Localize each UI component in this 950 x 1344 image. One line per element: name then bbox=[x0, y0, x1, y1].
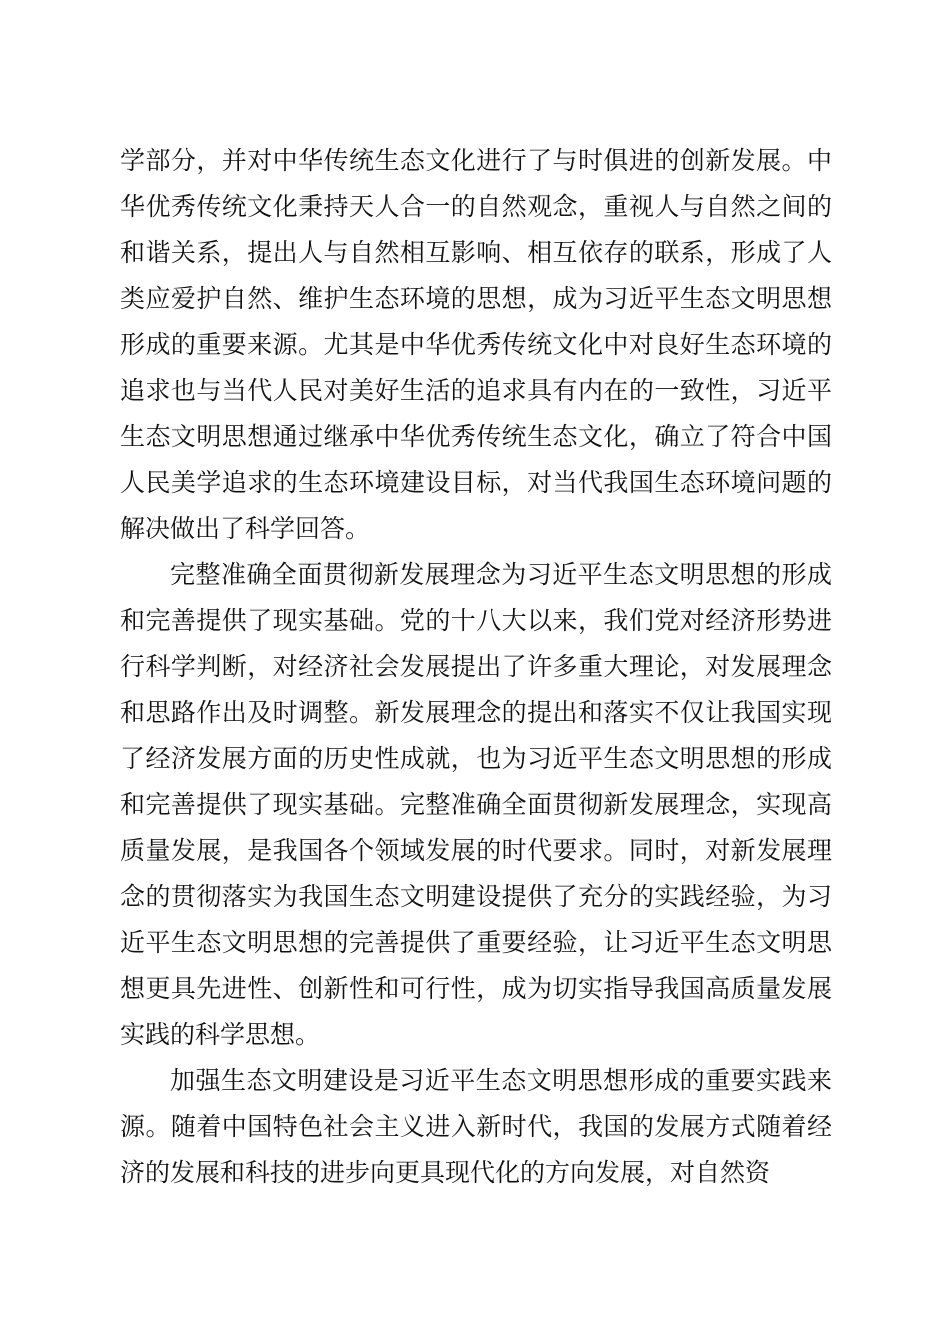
document-body bbox=[120, 138, 832, 1196]
paragraph-continuation: 学部分，并对中华传统生态文化进行了与时俱进的创新发展。中华优秀传统文化秉持天人合一的自然观念，重视人与自然之间的和谐关系，提出人与自然相互影响、相互依存的联系，形成了人类应爱护自然、维护生态环境的思想，成为习近平生态文明思想形成的重要来源。尤其是中华优秀传统文化中对良好生态环境的追求也与当代人民对美好生活的追求具有内在的一致性，习近平生态文明思想通过继承中华优秀传统生态文化，确立了符合中国人民美学追求的生态环境建设目标，对当代我国生态环境问题的解决做出了科学回答。 bbox=[120, 146, 832, 543]
paragraph-ecological-civilization-practice: 加强生态文明建设是习近平生态文明思想形成的重要实践来源。随着中国特色社会主义进入新时代，我国的发展方式随着经济的发展和科技的进步向更具现代化的方向发展，对自然资 bbox=[120, 1066, 832, 1187]
paragraph-new-development-concept: 完整准确全面贯彻新发展理念为习近平生态文明思想的形成和完善提供了现实基础。党的十八大以来，我们党对经济形势进行科学判断，对经济社会发展提出了许多重大理论，对发展理念和思路作出及时调整。新发展理念的提出和落实不仅让我国实现了经济发展方面的历史性成就，也为习近平生态文明思想的形成和完善提供了现实基础。完整准确全面贯彻新发展理念，实现高质量发展，是我国各个领域发展的时代要求。同时，对新发展理念的贯彻落实为我国生态文明建设提供了充分的实践经验，为习近平生态文明思想的完善提供了重要经验，让习近平生态文明思想更具先进性、创新性和可行性，成为切实指导我国高质量发展实践的科学思想。 bbox=[120, 560, 832, 1049]
